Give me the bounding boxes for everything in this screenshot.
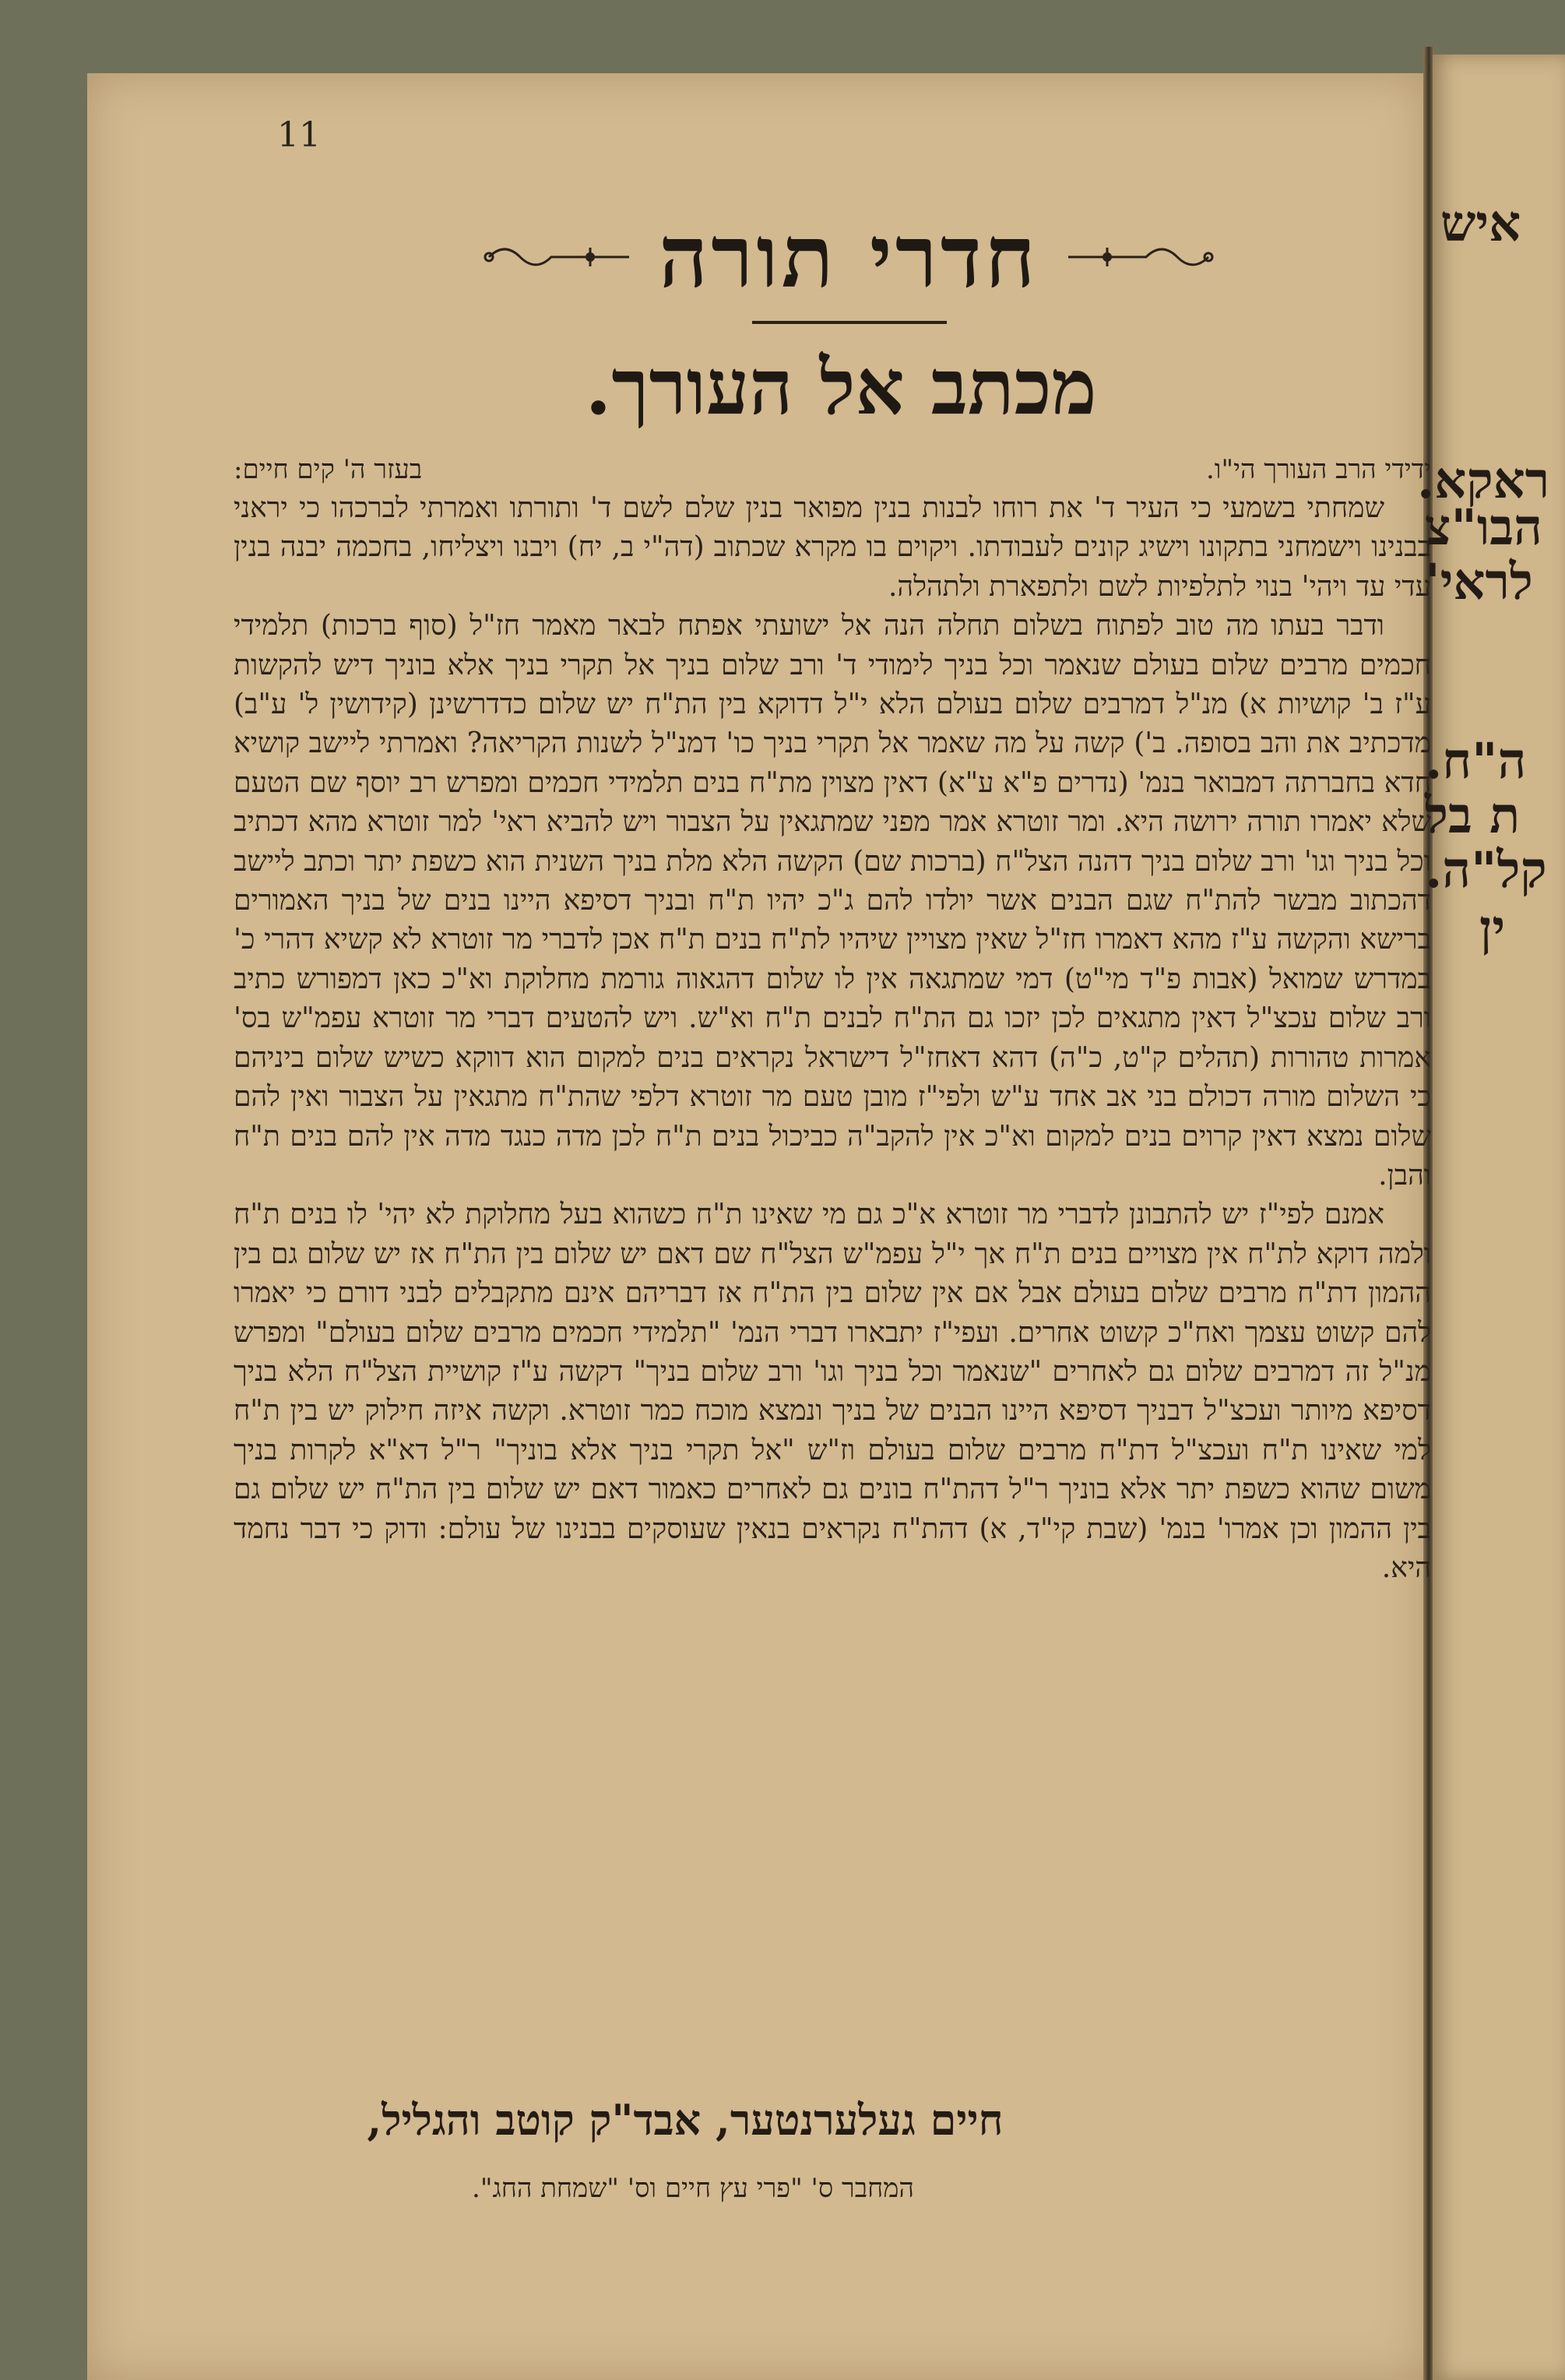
adjacent-text: לראי'	[1425, 553, 1533, 611]
adjacent-text: ת בל	[1425, 787, 1521, 845]
greeting-addressee: ידידי הרב העורך הי"ו.	[1205, 454, 1431, 485]
adjacent-text: הבו"צ	[1425, 498, 1542, 557]
adjacent-text: ין	[1479, 900, 1506, 958]
page-number: 11	[277, 115, 321, 155]
adjacent-page	[1417, 55, 1565, 2380]
author-note: המחבר ס' "פרי עץ חיים וס' "שמחת החג".	[472, 2173, 914, 2204]
section-header	[436, 206, 1261, 307]
signature: חיים געלערנטער, אבד"ק קוטב והגליל,	[367, 2095, 1004, 2145]
body-paragraph: אמנם לפי"ז יש להתבונן לדברי מר זוטרא א"כ גם מי שאינו ת"ח כשהוא בעל מחלוקת לא יהי' לו בנים ת"ח ולמה דוקא לת"ח אין מצויים בנים ת"ח אך י"ל עפמ"ש הצל"ח שם דאם יש שלום בין הת"ח אז יש שלום גם בין ההמון דת"ח מרבים שלום בעולם אבל אם אין שלום בין הת"ח אז דבריהם אינם מתקבלים לבני דורם כי יאמרו להם קשוט עצמך ואח"כ קשוט אחרים. ועפי"ז יתבארו דברי הנמ' "תלמידי חכמים מרבים שלום בעולם" ומפרש מנ"ל זה דמרבים שלום גם לאחרים "שנאמר וכל בניך וגו' ורב שלום בניך" דקשה ע"ז קושיית הצל"ח הלא בניך דסיפא מיותר ועכצ"ל דבניך דסיפא היינו הבנים של בניך ונמצא מוכח כמר זוטרא. וקשה איזה חילוק יש בין ת"ח למי שאינו ת"ח ועכצ"ל דת"ח מרבים שלום בעולם וז"ש "אל תקרי בניך אלא בוניך" ר"ל דא"א לקרות בניך משום שהוא כשפת יתר אלא בוניך ר"ל דהת"ח בונים גם לאחרים כאמור דאם יש שלום בין הת"ח יש שלום גם בין ההמון וכן אמרו' בנמ' (שבת קי"ד, א) דהת"ח נקראים בנאין שעוסקים בבנינו של עולם: ודוק כי דבר נחמד היא.	[234, 1199, 1432, 1584]
greeting-opening: בעזר ה' קים חיים:	[234, 454, 423, 485]
letter-title: מכתב אל העורך.	[585, 343, 1097, 432]
ornament-right-icon	[1060, 234, 1216, 280]
section-title: חדרי תורה	[659, 206, 1039, 307]
body-paragraph: שמחתי בשמעי כי העיר ד' את רוחו לבנות בנין מפואר בנין שלם לשם ד' ותורתו ואמרתי לברכהו כי יראני בבנינו וישמחני בתקונו וישיג קונים לעבודתו. ויקוים בו מקרא שכתוב (דה"י ב, יח) ויבנו ויצליחו, בחכמה יבנה בנין עדי עד ויהי' בנוי לתלפיות לשם ולתפארת ולתהלה.	[234, 492, 1431, 603]
adjacent-text: ה"ח.	[1425, 732, 1527, 790]
ornament-left-icon	[481, 234, 637, 280]
adjacent-text: ראקא.	[1417, 452, 1550, 510]
letter-greeting	[234, 450, 1431, 489]
title-divider	[752, 321, 947, 324]
body-paragraph: ודבר בעתו מה טוב לפתוח בשלום תחלה הנה אל ישועתי אפתח לבאר מאמר חז"ל (סוף ברכות) תלמידי חכמים מרבים שלום בעולם שנאמר וכל בניך לימודי ד' ורב שלום בניך אל תקרי בניך אלא בוניך דיש להקשות ע"ז ב' קושיות א) מנ"ל דמרבים שלום בעולם הלא י"ל דדוקא בין הת"ח יש שלום כדדרשינן (קידושין ל' ע"ב) מדכתיב את והב בסופה. ב') קשה על מה שאמר אל תקרי בניך כו' דמנ"ל לשנות הקריאה? ואמרתי ליישב קושיא חדא בחברתה דמבואר בנמ' (נדרים פ"א ע"א) דאין מצוין מת"ח בנים תלמידי חכמים ומפרש רב יוסף שם הטעם שלא יאמרו תורה ירושה היא. ומר זוטרא אמר מפני שמתגאין על הצבור ויש להביא ראי' למר זוטרא מהא דכתיב וכל בניך וגו' ורב שלום בניך דהנה הצל"ח (ברכות שם) הקשה הלא מלת בניך השנית הוא כשפת יתר וכתב ליישב דהכתוב מבשר להת"ח שגם הבנים אשר יולדו להם ג"כ יהיו ת"ח ובניך דסיפא היינו בנים של בניך האמורים ברישא והקשה ע"ז מהא דאמרו חז"ל שאין מצויין שיהיו לת"ח בנים ת"ח אכן לדברי מר זוטרא לא קשיא דהרי כ' במדרש שמואל (אבות פ"ד מי"ט) דמי שמתגאה אין לו שלום דהגאוה גורמת מחלוקת וא"כ כאן דמפורש כתיב ורב שלום עכצ"ל דאין מתגאים לכן יזכו גם הת"ח לבנים ת"ח וא"ש. ויש להטעים דברי מר זוטרא עפמ"ש בס' אמרות טהורות (תהלים ק"ט, כ"ה) דהא דאחז"ל דישראל נקראים בנים למקום הוא דווקא כשיש שלום ביניהם כי השלום מורה דכולם בני אב אחד ע"ש ולפי"ז מובן טעם מר זוטרא דלפי שהת"ח מתגאין על הצבור ואין להם שלום נמצא דאין קרוים בנים למקום וא"כ אין להקב"ה כביכול בנים ת"ח לכן מדה כנגד מדה אין להם בנים ת"ח והבן.	[234, 610, 1432, 1192]
letter-body	[234, 489, 1431, 1588]
adjacent-text: איש	[1440, 195, 1521, 253]
adjacent-text: קל"ה.	[1425, 841, 1547, 900]
